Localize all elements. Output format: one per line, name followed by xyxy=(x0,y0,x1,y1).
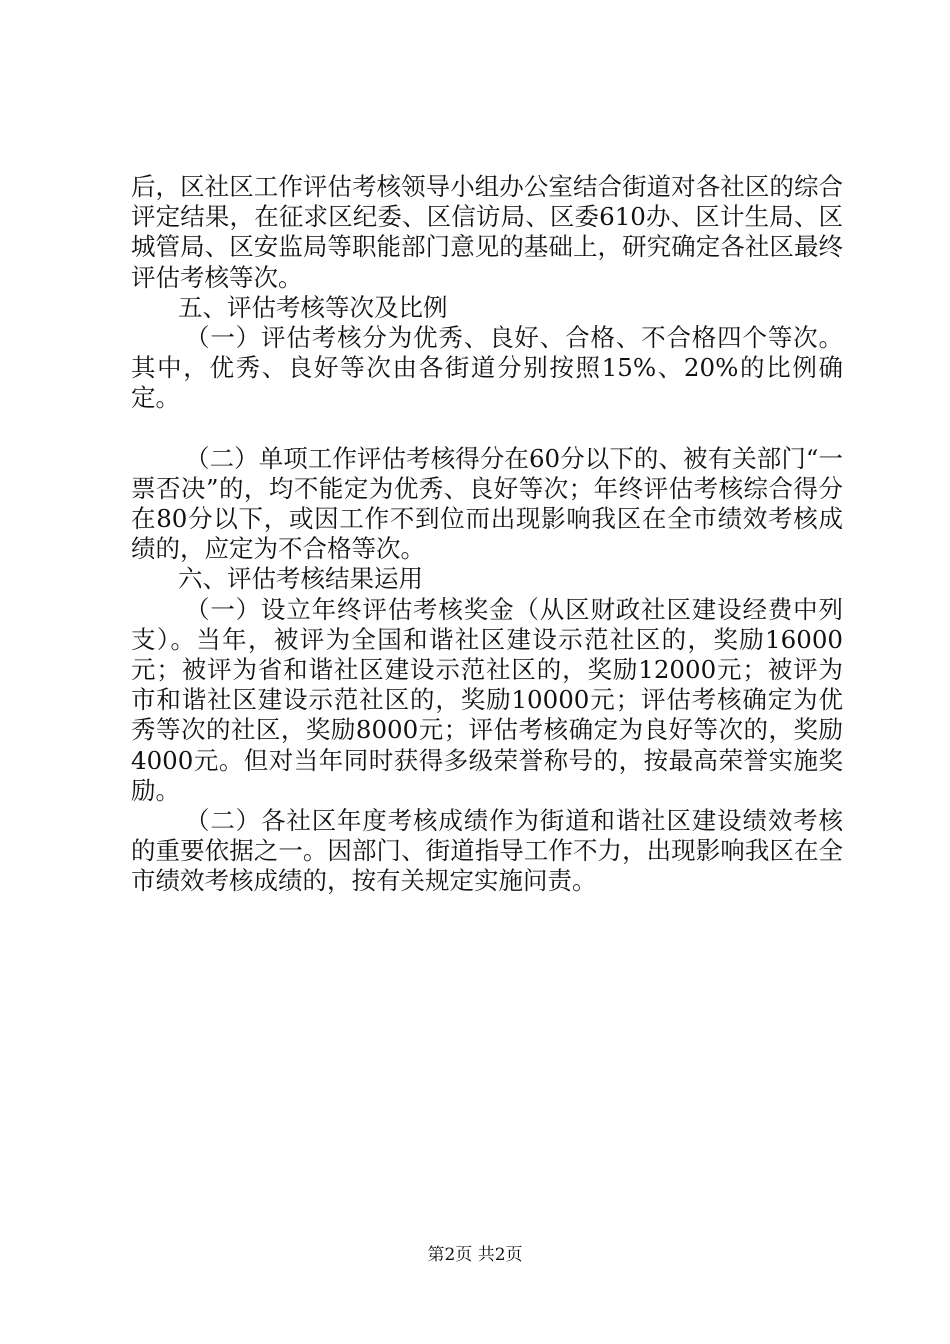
paragraph-rewards: （一）设立年终评估考核奖金（从区财政社区建设经费中列支）。当年，被评为全国和谐社区建设示范社区的，奖励16000元；被评为省和谐社区建设示范社区的，奖励12000元；被评为市和谐社区建设示范社区的，奖励10000元；评估考核确定为优秀等次的社区，奖励8000元；评估考核确定为良好等次的，奖励4000元。但对当年同时获得多级荣誉称号的，按最高荣誉实施奖励。 xyxy=(131,594,843,805)
paragraph-continuation: 后，区社区工作评估考核领导小组办公室结合街道对各社区的综合评定结果，在征求区纪委、区信访局、区委610办、区计生局、区城管局、区安监局等职能部门意见的基础上，研究确定各社区最终评估考核等次。 xyxy=(131,172,843,292)
paragraph-veto-rules: （二）单项工作评估考核得分在60分以下的、被有关部门“一票否决”的，均不能定为优秀、良好等次；年终评估考核综合得分在80分以下，或因工作不到位而出现影响我区在全市绩效考核成绩的，应定为不合格等次。 xyxy=(131,443,843,564)
section-heading-five: 五、评估考核等次及比例 xyxy=(178,292,448,322)
page-footer: 第2页 共2页 xyxy=(427,1245,523,1265)
document-body xyxy=(131,172,843,897)
section-heading-six: 六、评估考核结果运用 xyxy=(178,564,423,594)
paragraph-grade-levels: （一）评估考核分为优秀、良好、合格、不合格四个等次。其中，优秀、良好等次由各街道分别按照15%、20%的比例确定。 xyxy=(131,323,843,413)
paragraph-accountability: （二）各社区年度考核成绩作为街道和谐社区建设绩效考核的重要依据之一。因部门、街道指导工作不力，出现影响我区在全市绩效考核成绩的，按有关规定实施问责。 xyxy=(131,806,843,896)
